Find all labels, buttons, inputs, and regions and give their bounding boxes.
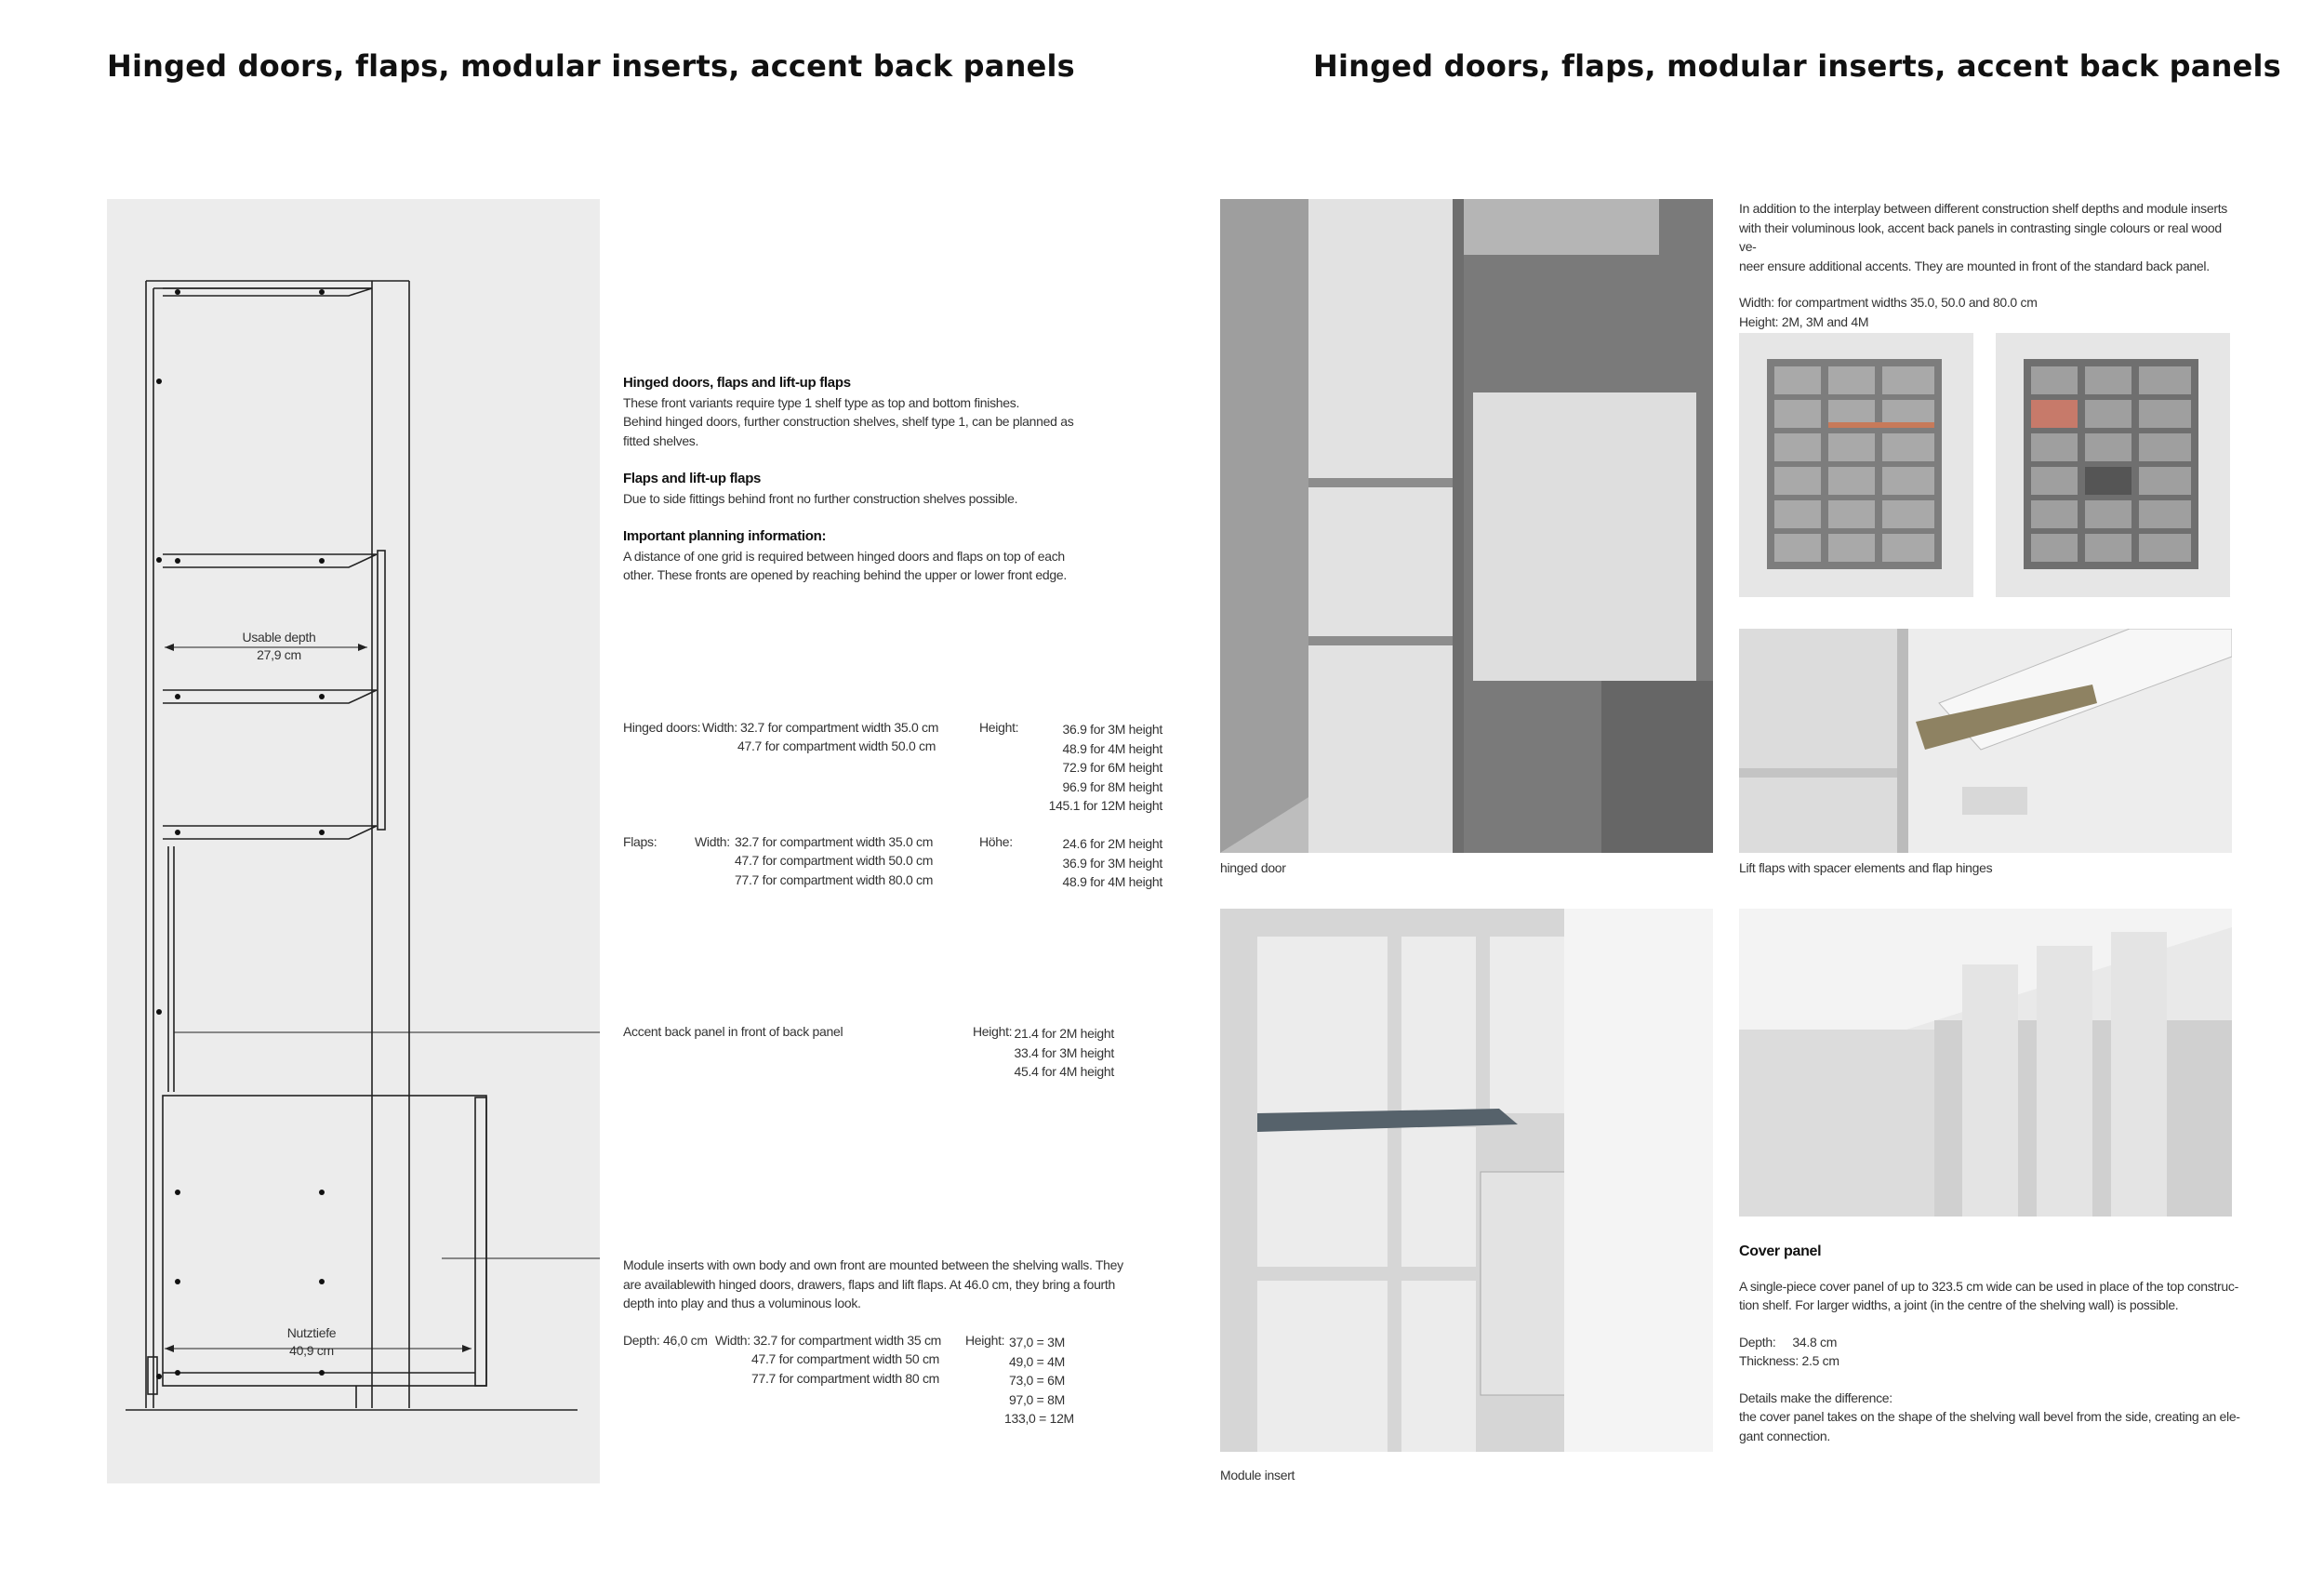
hinged-door-photo: [1220, 199, 1713, 853]
flaps-height-label: Höhe:: [979, 834, 1013, 849]
flaps-width-1: 32.7 for compartment width 35.0 cm: [735, 834, 934, 849]
heading-flaps: Flaps and lift-up flaps: [623, 471, 762, 486]
module-height-label: Height:: [965, 1333, 1005, 1348]
accent-label: Accent back panel in front of back panel: [623, 1024, 843, 1039]
intro-line: neer ensure additional accents. They are mounted in front of the standard back panel.: [1739, 258, 2210, 273]
info-line: These front variants require type 1 shelf type as top and bottom finishes.: [623, 394, 1020, 410]
flaps-height: 48.9 for 4M height: [1062, 874, 1162, 889]
details-line: the cover panel takes on the shape of the shelving wall bevel from the side, creating an ele-: [1739, 1409, 2240, 1424]
nutztiefe-text: Nutztiefe: [286, 1325, 337, 1340]
hinged-width-label: Width:: [702, 720, 737, 735]
caption-module-insert: Module insert: [1220, 1468, 1295, 1483]
cover-line: tion shelf. For larger widths, a joint (in the centre of the shelving wall) is possible.: [1739, 1297, 2179, 1312]
accent-height: 45.4 for 4M height: [1014, 1064, 1114, 1079]
accent-height-label: Height:: [973, 1024, 1013, 1039]
heading-hinged-doors: Hinged doors, flaps and lift-up flaps: [623, 375, 851, 391]
caption-hinged-door: hinged door: [1220, 860, 1286, 875]
usable-depth-label: [214, 629, 344, 664]
accent-shelf-photo-1: [1739, 333, 1973, 597]
hinged-height-label: Height:: [979, 720, 1019, 735]
info-line: other. These fronts are opened by reaching behind the upper or lower front edge.: [623, 567, 1067, 582]
flaps-height: 36.9 for 3M height: [1062, 855, 1162, 871]
hinged-heights: [1023, 720, 1162, 816]
details-line: gant connection.: [1739, 1428, 1830, 1443]
usable-depth-text: Usable depth: [242, 630, 316, 645]
module-height: 73,0 = 6M: [1009, 1373, 1065, 1388]
module-description: [623, 1256, 1200, 1313]
caption-lift-flaps: Lift flaps with spacer elements and flap hinges: [1739, 860, 1993, 875]
hinged-height: 48.9 for 4M height: [1062, 740, 1162, 756]
flaps-heights: [1023, 834, 1162, 892]
usable-depth-value: 27,9 cm: [257, 647, 301, 662]
intro-line: In addition to the interplay between different construction shelf depths and module inserts: [1739, 201, 2228, 216]
accent-shelf-photo-2: [1996, 333, 2230, 597]
page-title-left: Hinged doors, flaps, modular inserts, accent back panels: [107, 48, 1075, 84]
flaps-width-3: 77.7 for compartment width 80.0 cm: [735, 872, 934, 887]
accent-heights: [1014, 1024, 1114, 1082]
module-height: 97,0 = 8M: [1009, 1391, 1065, 1407]
nutztiefe-label: [256, 1324, 367, 1360]
accent-height: 33.4 for 3M height: [1014, 1044, 1114, 1060]
module-width-2: 47.7 for compartment width 50 cm: [751, 1351, 940, 1366]
module-line: Module inserts with own body and own front are mounted between the shelving walls. They: [623, 1257, 1123, 1272]
technical-drawing: [107, 199, 600, 1483]
hinged-width-2: 47.7 for compartment width 50.0 cm: [737, 738, 936, 753]
hinged-height: 96.9 for 8M height: [1062, 778, 1162, 794]
module-insert-photo: [1220, 909, 1713, 1452]
flaps-label: Flaps:: [623, 834, 657, 849]
module-width-label: Width:: [715, 1333, 750, 1348]
nutztiefe-value: 40,9 cm: [289, 1343, 334, 1358]
module-height: 37,0 = 3M: [1009, 1335, 1065, 1350]
module-height: 133,0 = 12M: [1004, 1411, 1074, 1426]
info-line: Behind hinged doors, further construction shelves, shelf type 1, can be planned as: [623, 414, 1074, 429]
module-heights: [1004, 1333, 1116, 1429]
flaps-width-2: 47.7 for compartment width 50.0 cm: [735, 853, 934, 868]
module-line: are availablewith hinged doors, drawers, flaps and lift flaps. At 46.0 cm, they bring a fourth: [623, 1276, 1115, 1292]
intro-width: Width: for compartment widths 35.0, 50.0 and 80.0 cm: [1739, 295, 2038, 310]
module-height: 49,0 = 4M: [1009, 1353, 1065, 1369]
info-line: fitted shelves.: [623, 432, 699, 448]
cover-panel-photo: [1739, 909, 2232, 1217]
hinged-width-1: 32.7 for compartment width 35.0 cm: [740, 720, 939, 735]
cover-thickness: Thickness: 2.5 cm: [1739, 1353, 1839, 1368]
cover-line: A single-piece cover panel of up to 323.5 cm wide can be used in place of the top construc-: [1739, 1278, 2238, 1294]
module-depth: Depth: 46,0 cm: [623, 1333, 708, 1348]
planning-info: [623, 374, 1181, 585]
heading-planning: Important planning information:: [623, 528, 827, 544]
hinged-height: 72.9 for 6M height: [1062, 760, 1162, 775]
flaps-height: 24.6 for 2M height: [1062, 836, 1162, 851]
page-title-right: Hinged doors, flaps, modular inserts, accent back panels: [1313, 48, 2281, 84]
details-line: Details make the difference:: [1739, 1389, 1892, 1405]
module-width-1: 32.7 for compartment width 35 cm: [753, 1333, 942, 1348]
intro-height: Height: 2M, 3M and 4M: [1739, 313, 1869, 329]
module-line: depth into play and thus a voluminous look.: [623, 1296, 861, 1310]
flaps-width-label: Width:: [695, 834, 730, 849]
hinged-label: Hinged doors:: [623, 720, 701, 735]
info-line: A distance of one grid is required between hinged doors and flaps on top of each: [623, 548, 1065, 564]
hinged-height: 36.9 for 3M height: [1062, 722, 1162, 737]
lift-flap-photo: [1739, 629, 2232, 853]
cover-panel-title: Cover panel: [1739, 1243, 1822, 1259]
shelf-section-svg: [107, 199, 600, 1483]
cover-panel-info: [1739, 1243, 2241, 1445]
info-line: Due to side fittings behind front no further construction shelves possible.: [623, 490, 1018, 506]
accent-height: 21.4 for 2M height: [1014, 1026, 1114, 1041]
hinged-height: 145.1 for 12M height: [1048, 798, 1162, 813]
cover-depth: Depth: 34.8 cm: [1739, 1334, 1838, 1350]
module-width-3: 77.7 for compartment width 80 cm: [751, 1371, 940, 1386]
accent-intro: [1739, 199, 2241, 331]
intro-line: with their voluminous look, accent back panels in contrasting single colours or real wood ve-: [1739, 219, 2222, 254]
